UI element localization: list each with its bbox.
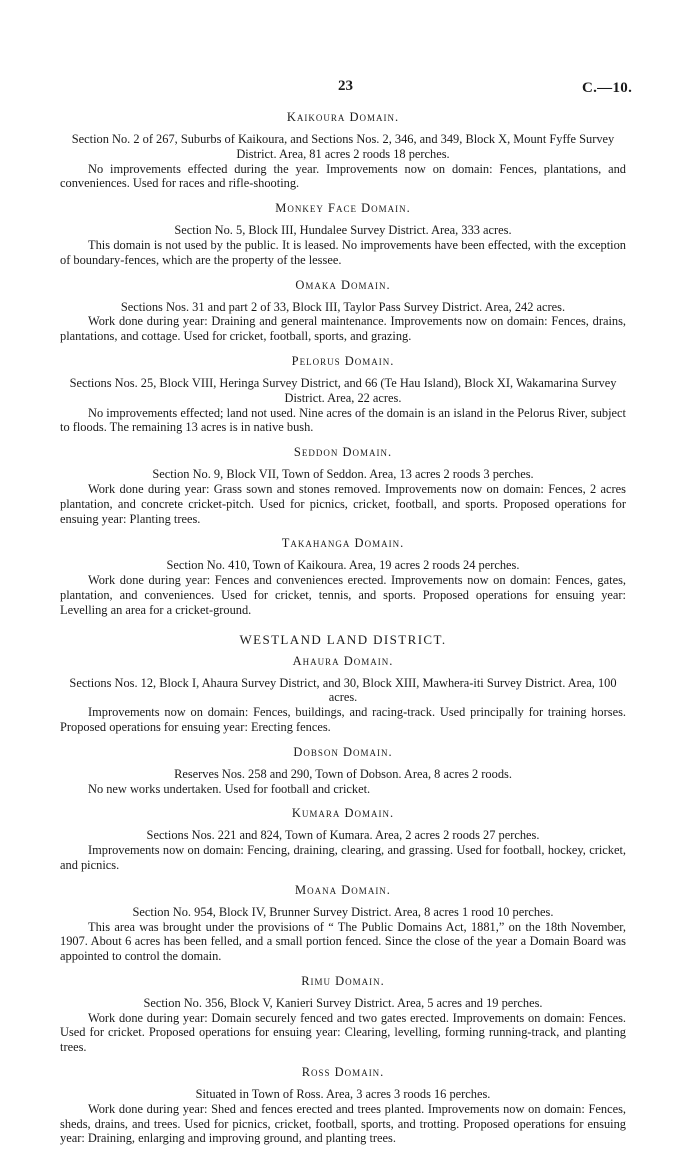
domain-details: No improvements effected; land not used. Nine acres of the domain is an island in the Pelorus River, subject to floods. The remaining 13 acres is in native bush. [60,405,626,435]
domain-details: Work done during year: Grass sown and stones removed. Improvements now on domain: Fences, 2 acres plantation, and concrete cricket-pitch. Used for picnics, cricket, football, and sports. Proposed operations for ensuing year: Planting trees. [60,481,626,526]
domain-heading: Ross Domain. [301,1065,385,1080]
domain-location: Section No. 356, Block V, Kanieri Survey District. Area, 5 acres and 19 perches. [143,995,543,1010]
domain-heading: Monkey Face Domain. [275,201,411,216]
domain-heading: Takahanga Domain. [281,536,405,551]
domain-location: Sections Nos. 12, Block I, Ahaura Survey District, and 30, Block XIII, Mawhera-iti Survey District. Area, 100 acres. [69,675,617,705]
domain-entry [60,1065,626,1146]
domain-heading: Kumara Domain. [291,806,395,821]
domain-details: Work done during year: Fences and conveniences erected. Improvements now on domain: Fences, gates, plantation, and conveniences. Used for cricket, tennis, and sports. Proposed operations for ensuing year: Levelling an area for a cricket-ground. [60,573,626,617]
domain-entry [60,536,626,617]
domain-heading: Omaka Domain. [295,277,391,292]
page-body [60,110,626,1146]
domain-location: Section No. 5, Block III, Hundalee Survey District. Area, 333 acres. [174,223,512,238]
domain-entry [60,278,626,344]
domain-entry [60,806,626,872]
domain-heading: Dobson Domain. [293,744,393,759]
domain-entry [60,201,626,267]
domain-details: Work done during year: Shed and fences erected and trees planted. Improvements now on domain: Fences, sheds, drains, and trees. Used for picnics, cricket, football, sports, and trotting. Proposed operations for ensuing year: Draining, enlarging and improving ground, and planting trees. [60,1101,626,1146]
domain-heading: Kaikoura Domain. [286,110,400,124]
domain-details: Improvements now on domain: Fencing, draining, clearing, and grassing. Used for football, hockey, cricket, and picnics. [60,843,626,872]
domain-details: Work done during year: Draining and general maintenance. Improvements now on domain: Fences, drains, plantations, and cottage. Used for cricket, football, sports, and grazing. [60,314,626,344]
domain-entry [60,745,626,797]
domain-location: Section No. 954, Block IV, Brunner Survey District. Area, 8 acres 1 rood 10 perches. [132,904,554,919]
domain-details: No new works undertaken. Used for football and cricket. [88,781,371,796]
district-heading: WESTLAND LAND DISTRICT. [239,631,447,647]
domain-heading: Moana Domain. [295,882,391,897]
domain-details: Work done during year: Domain securely fenced and two gates erected. Improvements on domain: Fences. Used for cricket. Proposed operations for ensuing year: Clearing, levelling, forming running-track, and planting trees. [60,1010,626,1055]
domain-location: Sections Nos. 25, Block VIII, Heringa Survey District, and 66 (Te Hau Island), Block XI, Wakamarina Survey District. Area, 22 acres. [69,375,617,405]
domain-details: This area was brought under the provisions of “ The Public Domains Act, 1881,” on the 18th November, 1907. About 6 acres has been felled, and a small portion fenced. Since the close of the year a Domain Board was appointed to control the domain. [60,919,626,964]
domain-heading: Pelorus Domain. [291,353,395,368]
domain-details: Improvements now on domain: Fences, buildings, and racing-track. Used principally for training horses. Proposed operations for ensuing year: Erecting fences. [60,705,626,734]
domain-entry [60,974,626,1055]
domain-location: Situated in Town of Ross. Area, 3 acres 3 roods 16 perches. [195,1087,491,1102]
domain-location: Section No. 9, Block VII, Town of Seddon. Area, 13 acres 2 roods 3 perches. [152,467,534,482]
domain-entry [60,110,626,191]
domain-location: Reserves Nos. 258 and 290, Town of Dobson. Area, 8 acres 2 roods. [174,766,512,781]
domain-entry [60,354,626,435]
domain-location: Section No. 2 of 267, Suburbs of Kaikoura, and Sections Nos. 2, 346, and 349, Block X, Mount Fyffe Survey District. Area, 81 acres 2 roods 18 perches. [71,132,615,161]
domain-location: Section No. 410, Town of Kaikoura. Area, 19 acres 2 roods 24 perches. [166,558,520,573]
page-number: 23 [338,78,353,94]
domain-entry [60,883,626,964]
domain-entry [60,654,626,735]
domain-entry [60,445,626,526]
domain-heading: Seddon Domain. [293,445,393,460]
domain-details: No improvements effected during the year. Improvements now on domain: Fences, plantations, and conveniences. Used for races and rifle-shooting. [60,161,626,191]
domain-location: Sections Nos. 31 and part 2 of 33, Block III, Taylor Pass Survey District. Area, 242 acres. [120,299,566,314]
domain-heading: Rimu Domain. [301,973,385,988]
domain-details: This domain is not used by the public. It is leased. No improvements have been effected, with the exception of boundary-fences, which are the property of the lessee. [60,237,626,267]
domain-location: Sections Nos. 221 and 824, Town of Kumara. Area, 2 acres 2 roods 27 perches. [146,828,540,843]
domain-heading: Ahaura Domain. [292,653,394,668]
document-reference: C.—10. [582,80,633,96]
